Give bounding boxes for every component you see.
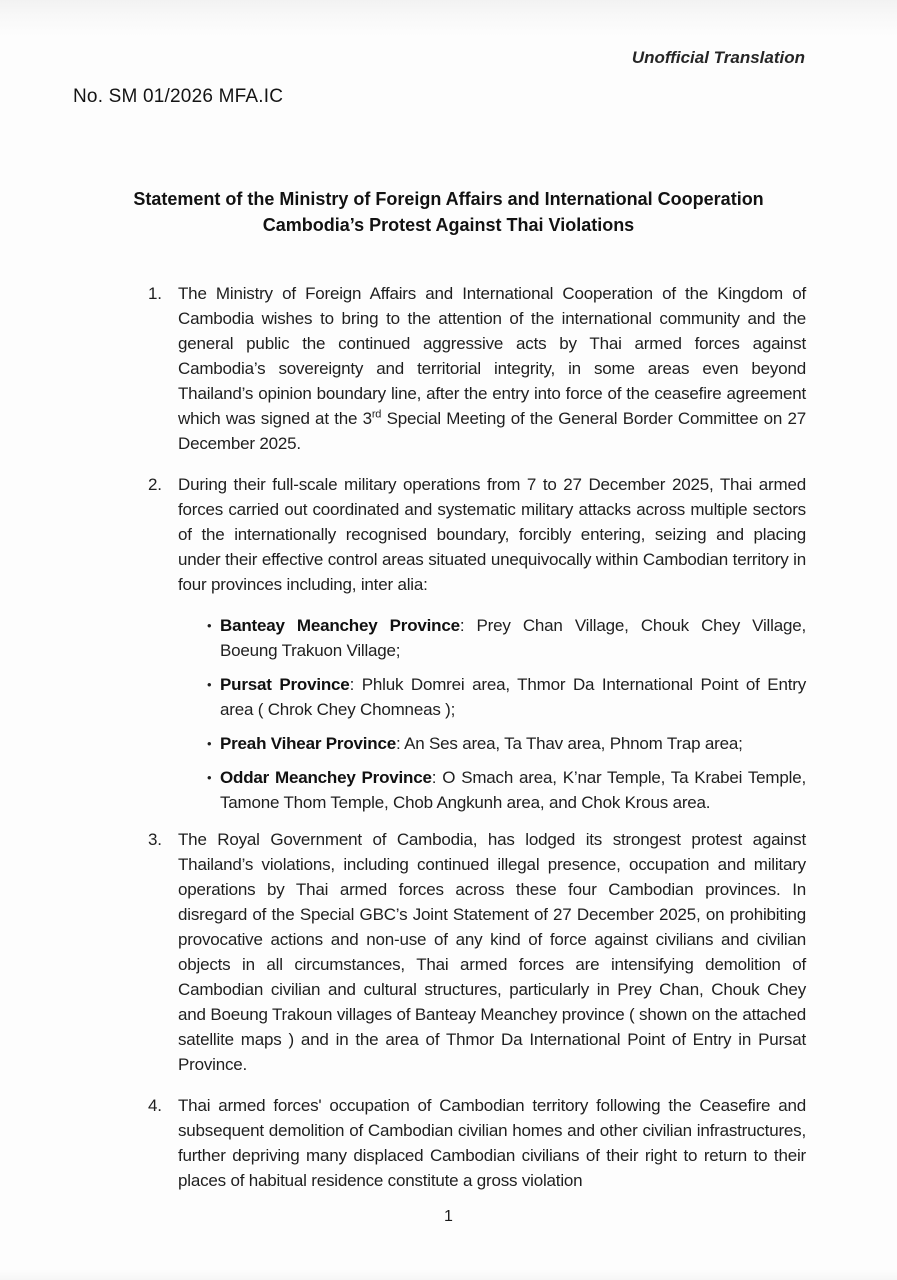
paragraph-4-text: Thai armed forces' occupation of Cambodian territory following the Ceasefire and subsequent demolition of Cambodian civilian homes and other civilian infrastructures, further depriving many displaced Cambodian civilians of their right to return to their places of habitual residence constitute a gross violation (178, 1096, 806, 1190)
document-title (0, 186, 897, 238)
bullet-text (220, 613, 806, 663)
province-detail: : Phluk Domrei area, Thmor Da International Point of Entry area ( Chrok Chey Chomneas ); (220, 675, 806, 719)
bullet-icon (207, 731, 220, 756)
page-number: 1 (444, 1208, 453, 1225)
bullet-icon (207, 765, 220, 815)
paragraph-2-text: During their full-scale military operations from 7 to 27 December 2025, Thai armed forces carried out coordinated and systematic military attacks across multiple sectors of the internationally recognised boundary, forcibly entering, seizing and placing under their effective control areas situated unequivocally within Cambodian territory in four provinces including, inter alia: (178, 475, 806, 594)
document-body (148, 281, 806, 1209)
paragraph-1-text-after-sup: Special Meeting of the General Border Committee on 27 December 2025. (178, 409, 807, 453)
paragraph-4-number: 4. (148, 1096, 162, 1115)
bullet-item-banteay-meanchey-province (148, 613, 806, 663)
paragraph-4 (148, 1093, 806, 1193)
ordinal-superscript: rd (371, 408, 382, 421)
paragraph-2 (148, 472, 806, 597)
bullet-text (220, 765, 806, 815)
unofficial-translation-note: Unofficial Translation (631, 48, 805, 67)
scan-artifact-top (0, 0, 897, 36)
paragraph-1 (148, 281, 806, 456)
paragraph-3-number: 3. (148, 830, 162, 849)
bullet-icon (207, 613, 220, 663)
paragraph-1-text-before-sup: The Ministry of Foreign Affairs and International Cooperation of the Kingdom of Cambodia wishes to bring to the attention of the international community and the general public the continued aggressive acts by Thai armed forces against Cambodia’s sovereignty and territorial integrity, in some areas even beyond Thailand’s opinion boundary line, after the entry into force of the ceasefire agreement which was signed at the 3 (178, 284, 806, 428)
paragraph-3 (148, 827, 806, 1077)
bullet-item-oddar-meanchey-province (148, 765, 806, 815)
bullet-icon (207, 672, 220, 722)
province-name: Oddar Meanchey Province (220, 768, 432, 787)
bullet-item-preah-vihear-province (148, 731, 806, 756)
province-name: Preah Vihear Province (220, 734, 396, 753)
bullet-text (220, 731, 806, 756)
bullet-item-pursat-province (148, 672, 806, 722)
paragraph-3-text: The Royal Government of Cambodia, has lodged its strongest protest against Thailand’s violations, including continued illegal presence, occupation and military operations by Thai armed forces across these four Cambodian provinces. In disregard of the Special GBC’s Joint Statement of 27 December 2025, on prohibiting provocative actions and non-use of any kind of force against civilians and civilian objects in all circumstances, Thai armed forces are intensifying demolition of Cambodian civilian and cultural structures, particularly in Prey Chan, Chouk Chey and Boeung Trakoun villages of Banteay Meanchey province ( shown on the attached satellite maps ) and in the area of Thmor Da International Point of Entry in Pursat Province. (178, 830, 806, 1074)
province-detail: : Prey Chan Village, Chouk Chey Village, Boeung Trakuon Village; (220, 616, 806, 660)
province-bullet-list (148, 613, 806, 815)
title-line-1: Statement of the Ministry of Foreign Affairs and International Cooperation (133, 189, 764, 209)
paragraph-1-number: 1. (148, 284, 162, 303)
province-name: Pursat Province (220, 675, 350, 694)
province-detail: : An Ses area, Ta Thav area, Phnom Trap area; (395, 734, 743, 753)
province-detail: : O Smach area, K’nar Temple, Ta Krabei Temple, Tamone Thom Temple, Chob Angkunh area, and Chok Krous area. (220, 768, 807, 812)
reference-number: No. SM 01/2026 MFA.IC (73, 86, 284, 107)
paragraph-1-text (178, 281, 806, 456)
title-line-2: Cambodia’s Protest Against Thai Violations (262, 215, 635, 235)
province-name: Banteay Meanchey Province (220, 616, 460, 635)
bullet-text (220, 672, 806, 722)
scan-artifact-bottom (0, 1270, 897, 1280)
paragraph-2-number: 2. (148, 475, 162, 494)
